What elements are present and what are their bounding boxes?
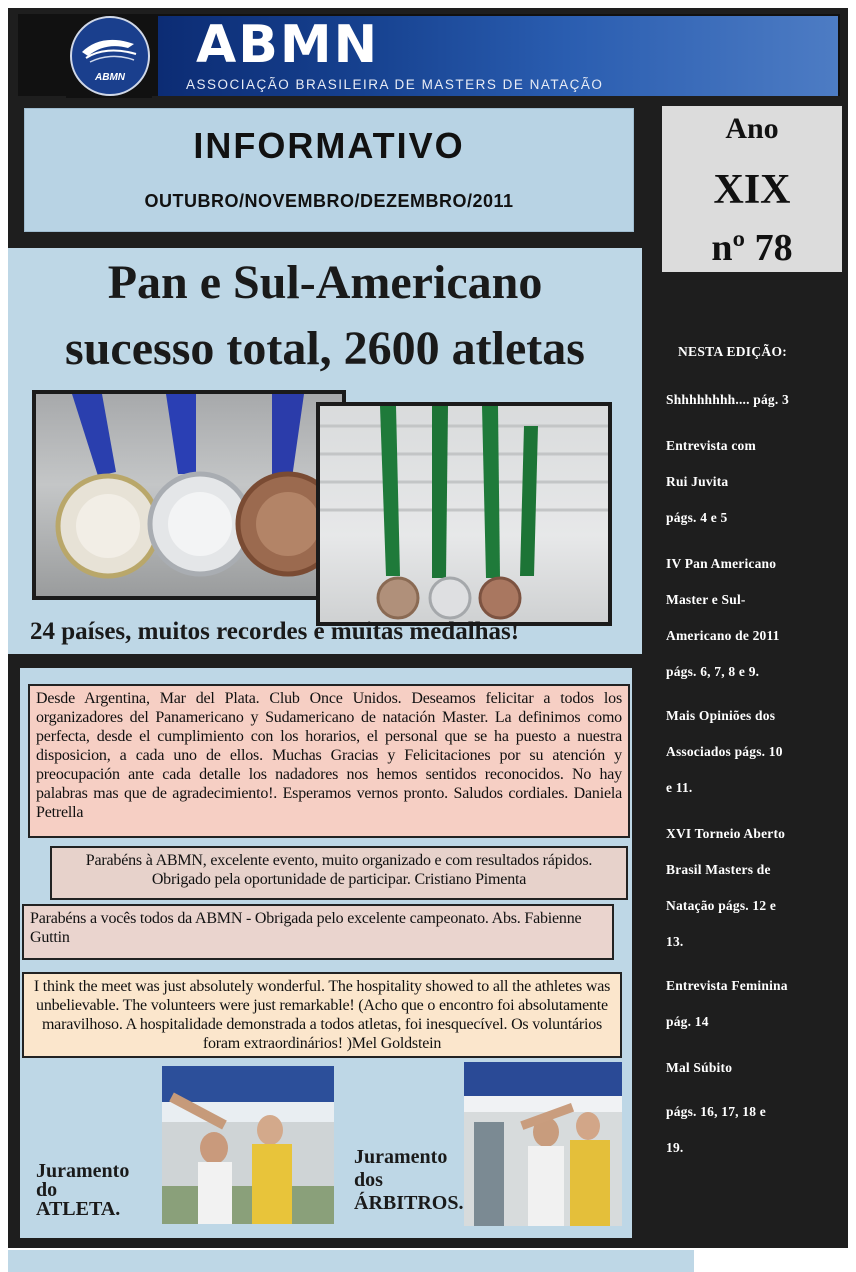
toc-line: Master e Sul- <box>666 592 746 607</box>
quote-cristiano-pimenta: Parabéns à ABMN, excelente evento, muito organizado e com resultados rápidos. Obrigado pela oportunidade de participar. Cristiano Pimenta <box>50 846 628 900</box>
issue-year-label: Ano <box>725 112 779 145</box>
toc-line: pág. 14 <box>666 1014 709 1029</box>
medals-blue-ribbon-image <box>36 394 342 596</box>
toc-line: Natação págs. 12 e <box>666 898 777 913</box>
toc-line: Mais Opiniões dos <box>666 708 776 723</box>
athlete-caption-line-1: Juramento <box>36 1160 130 1182</box>
toc-line: Rui Juvita <box>666 474 729 489</box>
toc-line: e 11. <box>666 780 693 795</box>
issue-box <box>662 106 842 272</box>
brand-subtitle: ASSOCIAÇÃO BRASILEIRA DE MASTERS DE NATAÇÃO <box>186 77 604 92</box>
athlete-caption-line-3: ATLETA. <box>36 1198 121 1220</box>
toc-line: págs. 6, 7, 8 e 9. <box>666 664 760 679</box>
toc-line: Americano de 2011 <box>666 628 780 643</box>
medals-green-ribbon-image <box>320 406 608 622</box>
athlete-oath-image <box>162 1066 334 1224</box>
toc-line: 13. <box>666 934 684 949</box>
masthead-box <box>24 108 634 232</box>
issue-volume: XIX <box>713 167 791 213</box>
toc-line: 19. <box>666 1140 684 1155</box>
brand-name: ABMN <box>196 15 380 75</box>
logo-text: ABMN <box>95 72 125 83</box>
medals-photo-blue <box>32 390 346 600</box>
toc-line: Mal Súbito <box>666 1060 733 1075</box>
referee-oath-photo <box>464 1062 622 1226</box>
toc-line: Shhhhhhhh.... pág. 3 <box>666 392 789 407</box>
athlete-caption-line-2: do <box>36 1179 58 1201</box>
headline-line-2: sucesso total, 2600 atletas <box>65 322 585 375</box>
abmn-logo <box>70 16 150 96</box>
headline-tagline: 24 países, muitos recordes e muitas medalhas! <box>30 618 520 645</box>
athlete-oath-caption <box>36 1162 156 1219</box>
bottom-strip <box>8 1250 694 1272</box>
medals-photo-green <box>316 402 612 626</box>
toc-line: Associados págs. 10 <box>666 744 783 759</box>
toc-line: Brasil Masters de <box>666 862 771 877</box>
toc-line: págs. 16, 17, 18 e <box>666 1104 766 1119</box>
toc-line: XVI Torneio Aberto <box>666 826 786 841</box>
toc-line: págs. 4 e 5 <box>666 510 728 525</box>
toc-line: Entrevista Feminina <box>666 978 788 993</box>
referee-caption-line-3: ÁRBITROS. <box>354 1192 464 1214</box>
quote-mel-goldstein: I think the meet was just absolutely wonderful. The hospitality showed to all the athletes was unbelievable. The volunteers were just remarkable! (Acho que o encontro foi absolutamente maravilhoso. A hospitalidade demonstrada a todos atletas, foi inesquecível. Os voluntários foram extraordinários! )Mel Goldstein <box>22 972 622 1058</box>
referee-oath-caption <box>354 1146 464 1215</box>
toc-line: IV Pan Americano <box>666 556 777 571</box>
headline <box>8 250 642 382</box>
masthead-title: INFORMATIVO <box>193 125 465 166</box>
referee-oath-image <box>464 1062 622 1226</box>
referee-caption-line-2: dos <box>354 1169 383 1191</box>
toc-line: Entrevista com <box>666 438 756 453</box>
masthead-period: OUTUBRO/NOVEMBRO/DEZEMBRO/2011 <box>144 191 514 211</box>
headline-line-1: Pan e Sul-Americano <box>107 256 543 309</box>
toc-title: NESTA EDIÇÃO: <box>678 344 788 359</box>
athlete-oath-photo <box>162 1066 334 1224</box>
referee-caption-line-1: Juramento <box>354 1146 448 1168</box>
quote-daniela-petrella: Desde Argentina, Mar del Plata. Club Once Unidos. Deseamos felicitar a todos los organizadores del Panamericano y Sudamericano de natación Master. La definimos como perfecta, desde el cumplimiento con los horarios, el personal que se ha puesto a nuestra disposicion, a cada uno de ellos. Muchas Gracias y Felicitaciones por su atención y preocupación ante cada detalle los nadadores nos hemos sentidos reconocidos. No hay palabras mas que de agradecimiento!. Esperamos vernos pronto. Saludos cordiales. Daniela Petrella <box>28 684 630 838</box>
issue-number: nº 78 <box>711 227 793 269</box>
quote-fabienne-guttin: Parabéns a vocês todos da ABMN - Obrigada pelo excelente campeonato. Abs. Fabienne Guttin <box>22 904 614 960</box>
